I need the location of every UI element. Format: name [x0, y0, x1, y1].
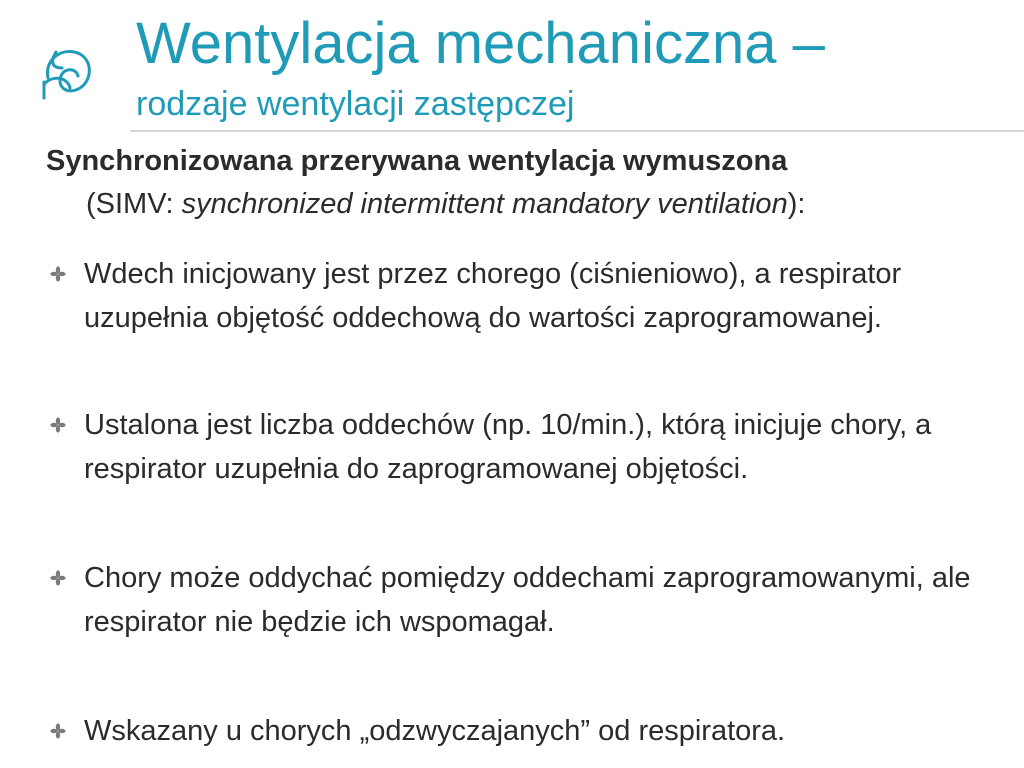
intro-heading: Synchronizowana przerywana wentylacja wymuszona: [46, 145, 788, 177]
four-petal-bullet-icon: [50, 723, 66, 739]
page-title: Wentylacja mechaniczna –: [136, 11, 825, 76]
bullet-text: Ustalona jest liczba oddechów (np. 10/min.), którą inicjuje chory, a respirator uzupełnia do zaprogramowanej objętości.: [84, 409, 932, 485]
bullet-text: Wdech inicjowany jest przez chorego (ciśnieniowo), a respirator uzupełnia objętość oddechową do wartości zaprogramowanej.: [84, 258, 902, 334]
intro-paren-open: (SIMV:: [86, 188, 182, 220]
intro-paren-close: ):: [787, 188, 806, 220]
four-petal-bullet-icon: [50, 417, 66, 433]
four-petal-bullet-icon: [50, 570, 66, 586]
four-petal-bullet-icon: [50, 266, 66, 282]
bullet-text: Chory może oddychać pomiędzy oddechami zaprogramowanymi, ale respirator nie będzie ich wspomagał.: [84, 562, 971, 638]
intro-abbreviation: [46, 183, 1006, 226]
bullet-text: Wskazany u chorych „odzwyczajanych” od respiratora.: [84, 715, 786, 747]
intro-english-term: synchronized intermittent mandatory ventilation: [181, 188, 788, 220]
title-divider: [130, 130, 1024, 132]
spiral-logo-icon: [36, 38, 98, 106]
page-subtitle: rodzaje wentylacji zastępczej: [136, 85, 575, 123]
intro-paragraph: [46, 140, 1006, 226]
